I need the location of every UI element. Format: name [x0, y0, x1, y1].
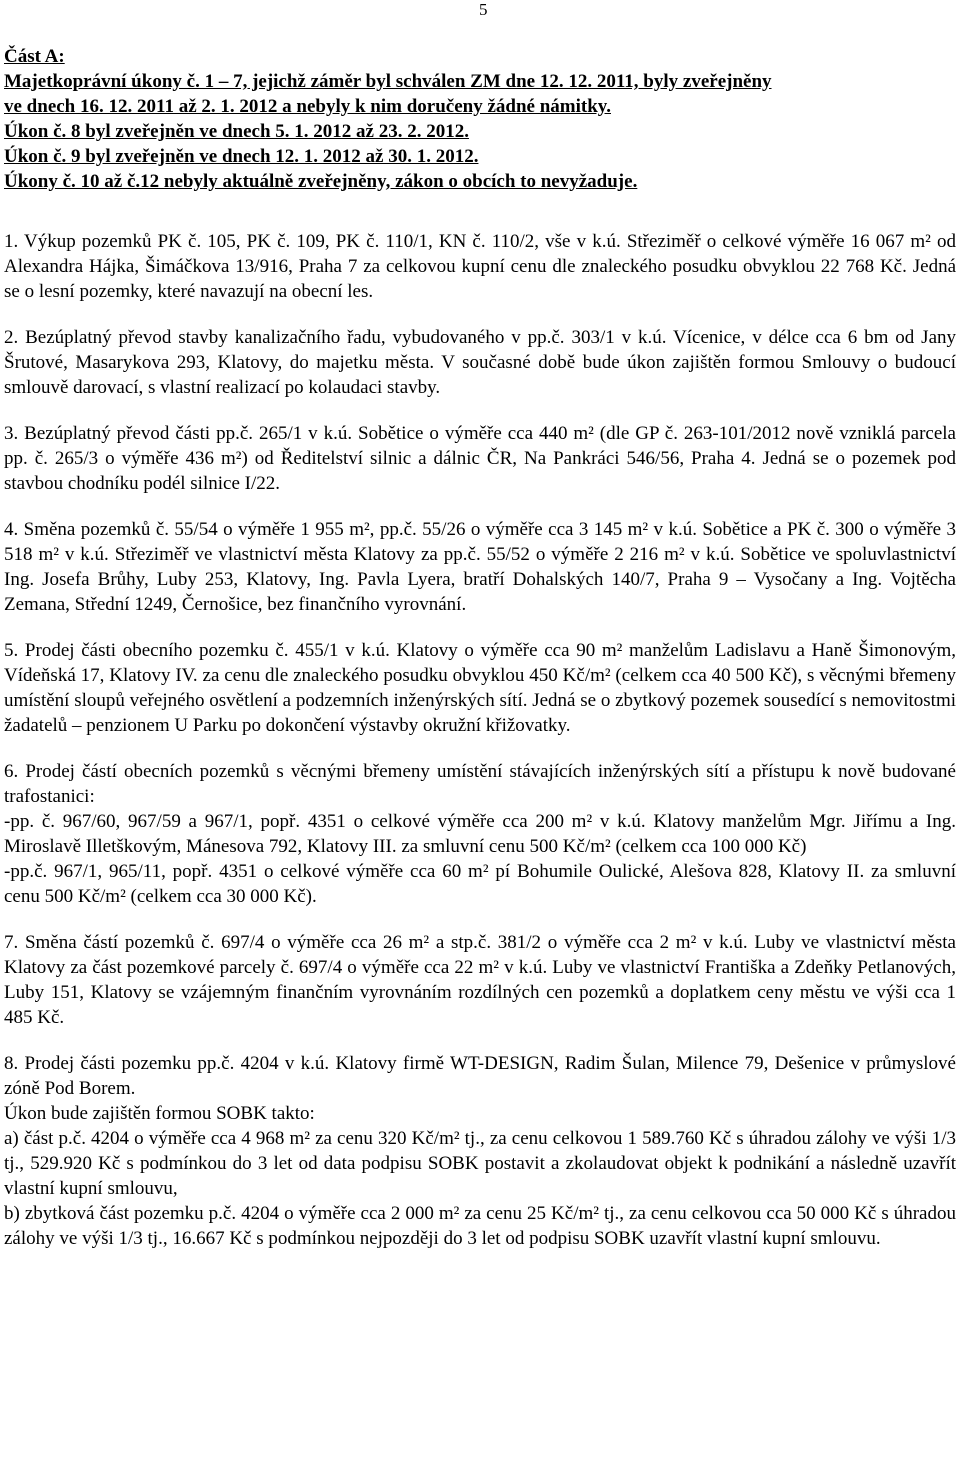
- item-1-text: 1. Výkup pozemků PK č. 105, PK č. 109, PK č. 110/1, KN č. 110/2, vše v k.ú. Střeziměř o celkové výměře 16 067 m² od Alexandra Hájka, Šimáčkova 13/916, Praha 7 za celkovou kupní cenu dle znaleckého posudku obvyklou 22 768 Kč. Jedná se o lesní pozemky, které navazují na obecní les.: [4, 231, 956, 302]
- document-header: [4, 44, 956, 194]
- item-8-subitem-b: b) zbytková část pozemku p.č. 4204 o výměře cca 2 000 m² za cenu 25 Kč/m² tj., za cenu celkovou cca 50 000 Kč s úhradou zálohy ve výši 1/3 tj., 16.667 Kč s podmínkou nejpozději do 3 let od podpisu SOBK uzavřít vlastní kupní smlouvu.: [4, 1203, 956, 1249]
- page-number: 5: [479, 0, 488, 19]
- item-6-subitem-2: -pp.č. 967/1, 965/11, popř. 4351 o celkové výměře cca 60 m² pí Bohumile Oulické, Alešova 828, Klatovy II. za smluvní cenu 500 Kč/m² (celkem cca 30 000 Kč).: [4, 861, 956, 907]
- document-body: [4, 229, 956, 1272]
- item-6: [4, 759, 956, 909]
- part-title: Část A:: [4, 46, 65, 67]
- header-line-5: Úkony č. 10 až č.12 nebyly aktuálně zveřejněny, zákon o obcích to nevyžaduje.: [4, 171, 638, 192]
- item-6-subitem-1: -pp. č. 967/60, 967/59 a 967/1, popř. 4351 o celkové výměře cca 200 m² v k.ú. Klatovy manželům Mgr. Jiřímu a Ing. Miroslavě Illetškovým, Mánesova 792, Klatovy III. za smluvní cenu 500 Kč/m² (celkem cca 100 000 Kč): [4, 811, 956, 857]
- item-5: [4, 638, 956, 738]
- header-line-3: Úkon č. 8 byl zveřejněn ve dnech 5. 1. 2012 až 23. 2. 2012.: [4, 121, 469, 142]
- item-2-text: 2. Bezúplatný převod stavby kanalizačního řadu, vybudovaného v pp.č. 303/1 v k.ú. Vícenice, v délce cca 6 bm od Jany Šrutové, Masarykova 293, Klatovy, do majetku města. V současné době bude úkon zajištěn formou Smlouvy o budoucí smlouvě darovací, s vlastní realizací po kolaudaci stavby.: [4, 327, 956, 398]
- item-5-text: 5. Prodej části obecního pozemku č. 455/1 v k.ú. Klatovy o výměře cca 90 m² manželům Ladislavu a Haně Šimonovým, Vídeňská 17, Klatovy IV. za cenu dle znaleckého posudku obvyklou 450 Kč/m² (celkem cca 40 500 Kč), s věcnými břemeny umístění sloupů veřejného osvětlení a podzemních inženýrských sítí. Jedná se o zbytkový pozemek sousedící s nemovitostmi žadatelů – penzionem U Parku po dokončení výstavby okružní křižovatky.: [4, 640, 956, 736]
- item-8-text: 8. Prodej části pozemku pp.č. 4204 v k.ú. Klatovy firmě WT-DESIGN, Radim Šulan, Milence 79, Dešenice v průmyslové zóně Pod Borem.: [4, 1053, 956, 1099]
- item-3: [4, 421, 956, 496]
- item-4: [4, 517, 956, 617]
- item-7-text: 7. Směna částí pozemků č. 697/4 o výměře cca 26 m² a stp.č. 381/2 o výměře cca 2 m² v k.ú. Luby ve vlastnictví města Klatovy za část pozemkové parcely č. 697/4 o výměře cca 22 m² v k.ú. Luby ve vlastnictví Františka a Zdeňky Petlanových, Luby 151, Klatovy se vzájemným finančním vyrovnáním rozdílných cen pozemků a doplatkem ceny městu ve výši cca 1 485 Kč.: [4, 932, 956, 1028]
- item-8-subitem-a: a) část p.č. 4204 o výměře cca 4 968 m² za cenu 320 Kč/m² tj., za cenu celkovou 1 589.760 Kč s úhradou zálohy ve výši 1/3 tj., 529.920 Kč s podmínkou do 3 let od data podpisu SOBK postavit a zkolaudovat objekt k podnikání a následně uzavřít vlastní kupní smlouvu,: [4, 1128, 956, 1199]
- header-line-1: Majetkoprávní úkony č. 1 – 7, jejichž záměr byl schválen ZM dne 12. 12. 2011, byly zveřejněny: [4, 71, 772, 92]
- item-2: [4, 325, 956, 400]
- header-line-2: ve dnech 16. 12. 2011 až 2. 1. 2012 a nebyly k nim doručeny žádné námitky.: [4, 96, 611, 117]
- item-3-text: 3. Bezúplatný převod části pp.č. 265/1 v k.ú. Sobětice o výměře cca 440 m² (dle GP č. 263-101/2012 nově vzniklá parcela pp. č. 265/3 o výměře 436 m²) od Ředitelství silnic a dálnic ČR, Na Pankráci 546/56, Praha 4. Jedná se o pozemek pod stavbou chodníku podél silnice I/22.: [4, 423, 956, 494]
- item-6-text: 6. Prodej částí obecních pozemků s věcnými břemeny umístění stávajících inženýrských sítí a přístupu k nově budované trafostanici:: [4, 761, 956, 807]
- item-7: [4, 930, 956, 1030]
- header-line-4: Úkon č. 9 byl zveřejněn ve dnech 12. 1. 2012 až 30. 1. 2012.: [4, 146, 479, 167]
- item-8: [4, 1051, 956, 1251]
- item-4-text: 4. Směna pozemků č. 55/54 o výměře 1 955 m², pp.č. 55/26 o výměře cca 3 145 m² v k.ú. Sobětice a PK č. 300 o výměře 3 518 m² v k.ú. Střeziměř ve vlastnictví města Klatovy za pp.č. 55/52 o výměře 2 216 m² v k.ú. Sobětice ve spoluvlastnictví Ing. Josefa Brůhy, Luby 253, Klatovy, Ing. Pavla Lyera, bratří Dohalských 140/7, Praha 9 – Vysočany a Ing. Vojtěcha Zemana, Střední 1249, Černošice, bez finančního vyrovnání.: [4, 519, 956, 615]
- item-1: [4, 229, 956, 304]
- item-8-note: Úkon bude zajištěn formou SOBK takto:: [4, 1103, 315, 1124]
